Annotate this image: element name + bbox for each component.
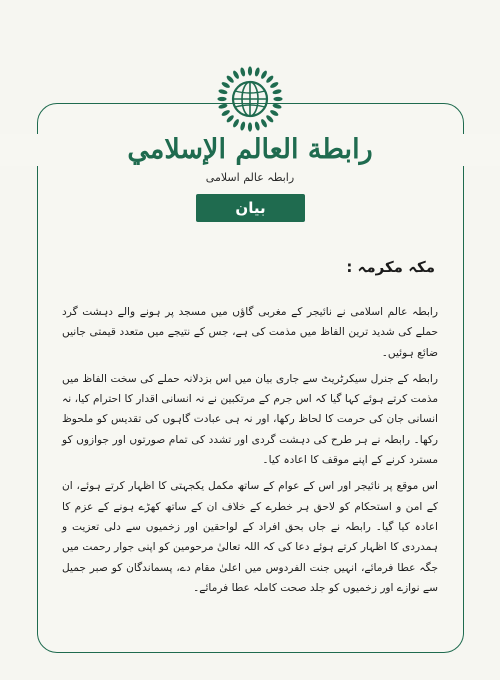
paragraph: رابطہ کے جنرل سیکرٹریٹ سے جاری بیان میں اس بزدلانہ حملے کی سخت الفاظ میں مذمت کرتے ہوئے کہا گیا کہ اس جرم کے مرتکبین نے نہ انسانی اقدار کا احترام کیا، نہ انسانی جان کی حرمت کا لحاظ رکھا، اور نہ ہی عبادت گاہوں کی تقدیس کو ملحوظ رکھا۔ رابطہ نے ہر طرح کی دہشت گردی اور تشدد کی تمام صورتوں اور جوازوں کو مسترد کرنے کے اپنے موقف کا اعادہ کیا۔ bbox=[62, 372, 438, 467]
globe-emblem-icon bbox=[215, 64, 285, 134]
paragraph: رابطہ عالم اسلامی نے نائیجر کے مغربی گاؤں میں مسجد پر ہونے والے دہشت گرد حملے کی شدید ترین الفاظ میں مذمت کی ہے، جس کے نتیجے میں متعدد قیمتی جانیں ضائع ہوئیں۔ bbox=[62, 306, 438, 359]
organization-title-arabic: رابطة العالم الإسلامي bbox=[0, 134, 500, 166]
dateline-location: مکہ مکرمہ : bbox=[346, 258, 435, 276]
organization-title-urdu: رابطہ عالم اسلامی bbox=[205, 171, 295, 184]
statement-body bbox=[62, 302, 438, 604]
paragraph: اس موقع پر نائیجر اور اس کے عوام کے ساتھ مکمل یکجہتی کا اظہار کرتے ہوئے، ان کے امن و استحکام کو لاحق ہر خطرے کے خلاف ان کے ساتھ کھڑے ہونے کے عزم کا اعادہ کیا گیا۔ رابطہ نے جاں بحق افراد کے لواحقین اور زخمیوں سے دلی تعزیت و ہمدردی کا اظہار کرتے ہوئے دعا کی کہ اللہ تعالیٰ مرحومین کو اپنی جوار رحمت میں جگہ عطا فرمائے، انہیں جنت الفردوس میں اعلیٰ مقام دے، پسماندگان کو صبر جمیل سے نوازے اور زخمیوں کو جلد صحت کاملہ عطا فرمائے۔ bbox=[62, 480, 438, 594]
statement-banner: بیان bbox=[196, 194, 305, 222]
